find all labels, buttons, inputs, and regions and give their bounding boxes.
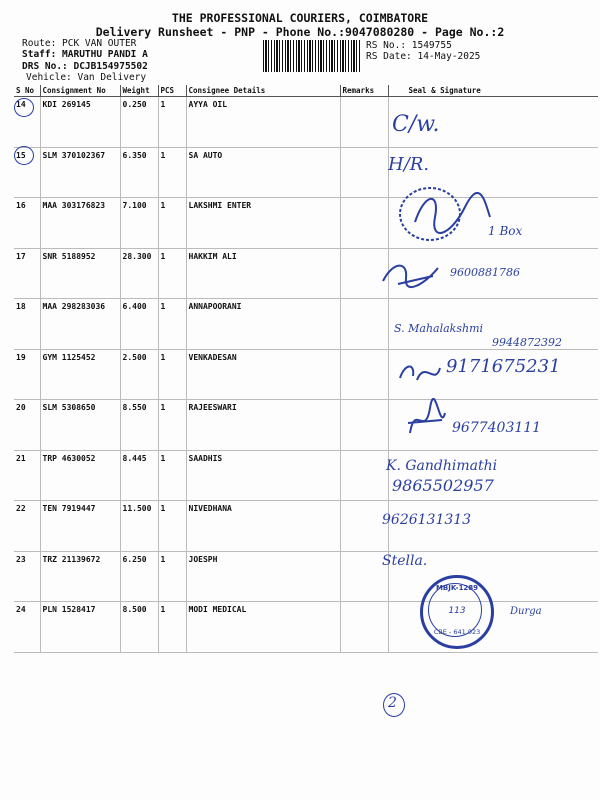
handwriting-row21-name: K. Gandhimathi (386, 458, 498, 474)
handwriting-row18-phone: 9944872392 (492, 336, 562, 349)
cell-remarks (340, 198, 388, 249)
cell-sno: 14 (14, 97, 40, 148)
cell-remarks (340, 450, 388, 501)
handwriting-row15: H/R. (388, 154, 430, 175)
col-signature: Seal & Signature (388, 85, 598, 97)
handwriting-row21-phone: 9865502957 (392, 476, 494, 495)
cell-pcs: 1 (158, 248, 186, 299)
cell-remarks (340, 147, 388, 198)
cell-consignment: TRP 4630052 (40, 450, 120, 501)
cell-consignee: AYYA OIL (186, 97, 340, 148)
handwriting-row17: 9600881786 (450, 266, 520, 279)
cell-pcs: 1 (158, 400, 186, 451)
cell-remarks (340, 97, 388, 148)
cell-sno: 22 (14, 501, 40, 552)
cell-consignee: SA AUTO (186, 147, 340, 198)
handwriting-row18-name: S. Mahalakshmi (394, 322, 484, 335)
cell-remarks (340, 551, 388, 602)
cell-consignee: MODI MEDICAL (186, 602, 340, 653)
col-weight: Weight (120, 85, 158, 97)
cell-weight: 11.500 (120, 501, 158, 552)
cell-weight: 6.400 (120, 299, 158, 350)
cell-weight: 6.350 (120, 147, 158, 198)
col-remarks: Remarks (340, 85, 388, 97)
cell-remarks (340, 349, 388, 400)
stamp-center-text: 113 (448, 606, 466, 616)
cell-remarks (340, 602, 388, 653)
stamp-top-text: MBJK-1289 (435, 584, 479, 592)
cell-sno: 21 (14, 450, 40, 501)
cell-consignment: MAA 303176823 (40, 198, 120, 249)
table-row (14, 450, 598, 501)
cell-remarks (340, 400, 388, 451)
cell-sno: 19 (14, 349, 40, 400)
handwriting-row14: C/w. (392, 112, 440, 137)
handwriting-row22: 9626131313 (382, 512, 472, 528)
cell-weight: 0.250 (120, 97, 158, 148)
handwriting-row24-name: Durga (510, 606, 542, 617)
handwriting-row19: 9171675231 (446, 356, 561, 377)
cell-weight: 7.100 (120, 198, 158, 249)
cell-consignment: TRZ 21139672 (40, 551, 120, 602)
rs-date: RS Date: 14-May-2025 (366, 51, 481, 62)
cell-consignee: RAJEESWARI (186, 400, 340, 451)
cell-pcs: 1 (158, 501, 186, 552)
table-row (14, 501, 598, 552)
page-mark: 2 (388, 695, 397, 711)
cell-sno: 18 (14, 299, 40, 350)
cell-remarks (340, 501, 388, 552)
handwriting-row23: Stella. (382, 553, 428, 569)
cell-weight: 28.300 (120, 248, 158, 299)
cell-sno: 24 (14, 602, 40, 653)
stamp-bottom-text: CBE - 641 023 (433, 628, 481, 636)
cell-consignee: LAKSHMI ENTER (186, 198, 340, 249)
cell-pcs: 1 (158, 450, 186, 501)
runsheet-title: Delivery Runsheet - PNP - Phone No.:9047080280 - Page No.:2 (95, 25, 505, 39)
cell-consignment: PLN 1528417 (40, 602, 120, 653)
handwriting-row20: 9677403111 (452, 420, 542, 436)
company-title: THE PROFESSIONAL COURIERS, COIMBATORE (171, 11, 429, 25)
cell-sno: 16 (14, 198, 40, 249)
cell-remarks (340, 299, 388, 350)
signature-scribble-row19 (395, 358, 445, 388)
cell-consignee: NIVEDHANA (186, 501, 340, 552)
cell-weight: 8.445 (120, 450, 158, 501)
cell-consignee: JOESPH (186, 551, 340, 602)
cell-consignee: ANNAPOORANI (186, 299, 340, 350)
col-sno: S No (14, 85, 40, 97)
cell-pcs: 1 (158, 198, 186, 249)
cell-pcs: 1 (158, 299, 186, 350)
barcode (263, 40, 360, 72)
cell-consignment: TEN 7919447 (40, 501, 120, 552)
cell-consignment: SLM 370102367 (40, 147, 120, 198)
cell-weight: 6.250 (120, 551, 158, 602)
cell-pcs: 1 (158, 147, 186, 198)
col-pcs: PCS (158, 85, 186, 97)
cell-consignment: MAA 298283036 (40, 299, 120, 350)
cell-consignment: GYM 1125452 (40, 349, 120, 400)
col-consignment: Consignment No (40, 85, 120, 97)
route-label: Route: PCK VAN OUTER (22, 38, 137, 49)
vehicle-label: Vehicle: Van Delivery (26, 72, 147, 83)
handwriting-row16: 1 Box (488, 224, 523, 238)
rs-number: RS No.: 1549755 (366, 40, 452, 51)
cell-consignment: KDI 269145 (40, 97, 120, 148)
table-row (14, 551, 598, 602)
signature-scribble-row20 (400, 398, 450, 443)
handdrawn-circle (14, 146, 34, 165)
cell-weight: 8.500 (120, 602, 158, 653)
table-row (14, 97, 598, 148)
cell-consignee: SAADHIS (186, 450, 340, 501)
cell-consignee: HAKKIM ALI (186, 248, 340, 299)
drs-label: DRS No.: DCJB154975502 (22, 61, 148, 72)
cell-pcs: 1 (158, 551, 186, 602)
signature-scribble-row17 (378, 256, 448, 291)
cell-sno: 15 (14, 147, 40, 198)
cell-weight: 8.550 (120, 400, 158, 451)
cell-weight: 2.500 (120, 349, 158, 400)
cell-pcs: 1 (158, 349, 186, 400)
cell-pcs: 1 (158, 97, 186, 148)
cell-sno: 23 (14, 551, 40, 602)
staff-label: Staff: MARUTHU PANDI A (22, 49, 148, 60)
cell-consignment: SNR 5188952 (40, 248, 120, 299)
cell-consignee: VENKADESAN (186, 349, 340, 400)
cell-pcs: 1 (158, 602, 186, 653)
handdrawn-circle (14, 98, 34, 117)
cell-sno: 20 (14, 400, 40, 451)
cell-consignment: SLM 5308650 (40, 400, 120, 451)
company-stamp (420, 575, 494, 649)
col-consignee: Consignee Details (186, 85, 340, 97)
table-header-row (14, 85, 598, 97)
cell-sno: 17 (14, 248, 40, 299)
